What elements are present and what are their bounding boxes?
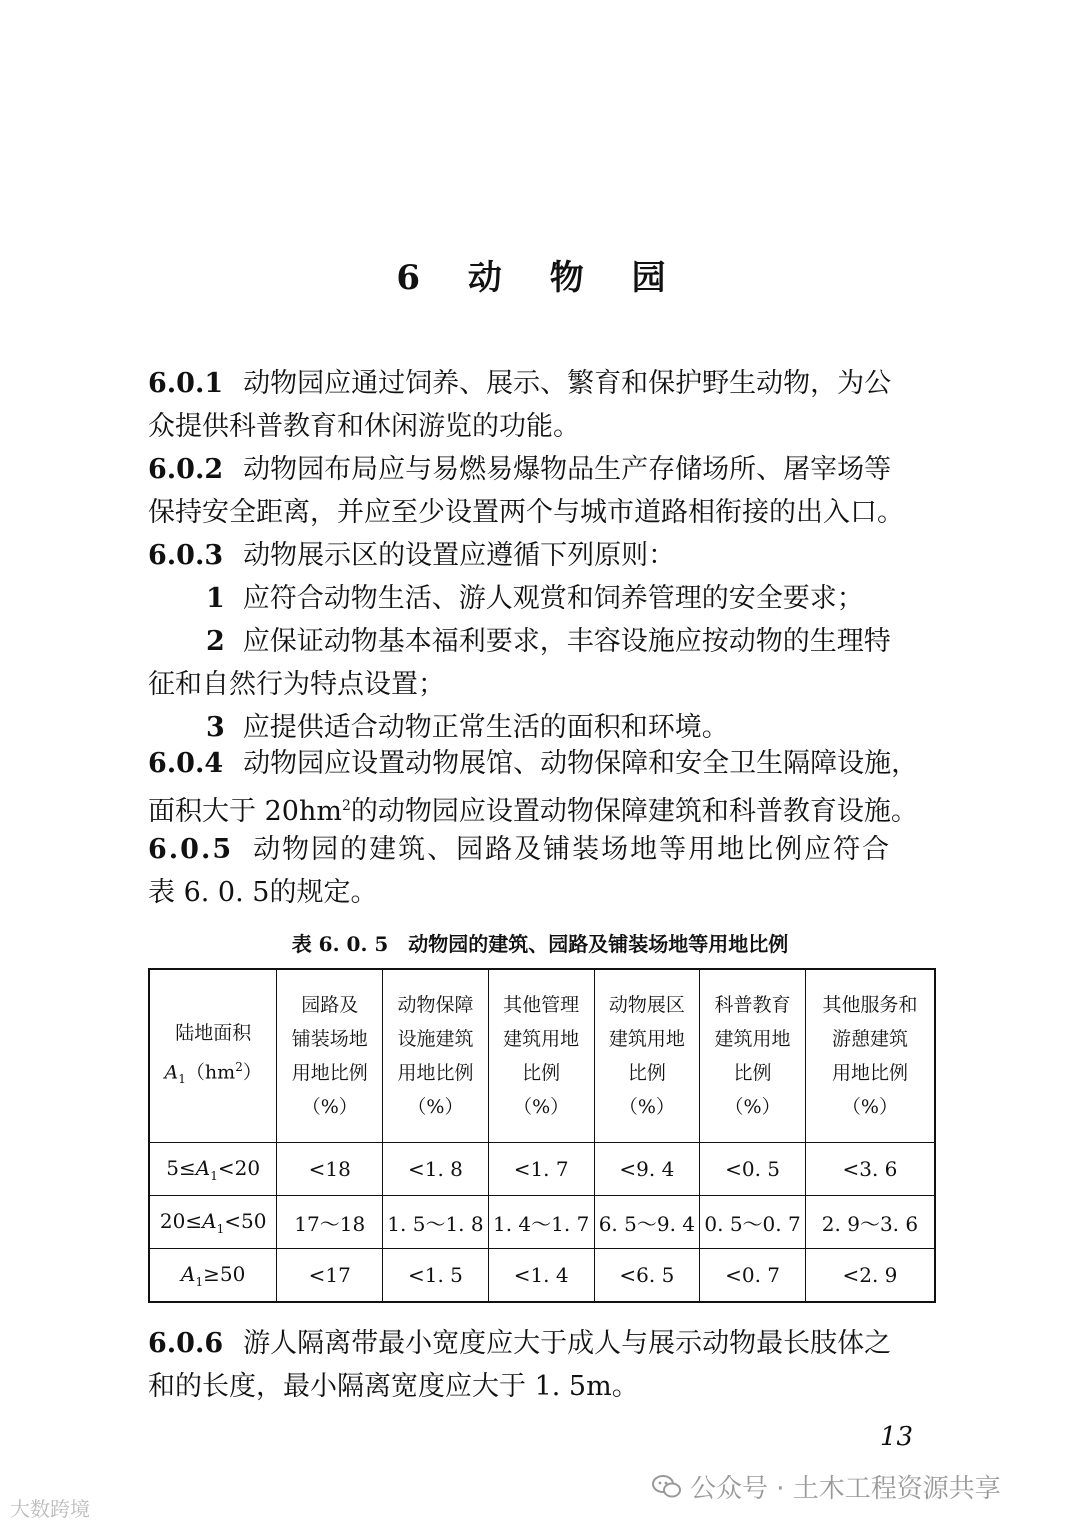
header-line: （hm xyxy=(185,1061,236,1084)
header-line: 科普教育 xyxy=(714,994,791,1016)
header-line: 陆地面积 xyxy=(175,1021,252,1044)
watermark-left: 大数跨境 xyxy=(10,1497,90,1521)
list-item-text: 应保证动物基本福利要求，丰容设施应按动物的生理特 xyxy=(242,626,891,657)
section-text: 动物园的建筑、园路及铺装场地等用地比例应符合 xyxy=(253,834,892,865)
header-var: A xyxy=(164,1061,179,1084)
section-text-cont: 和的长度，最小隔离宽度应大于 1. 5m。 xyxy=(148,1371,639,1402)
header-line: （%） xyxy=(841,1096,898,1118)
header-line: （%） xyxy=(407,1096,464,1118)
table-cell: <1. 5 xyxy=(383,1249,489,1303)
list-item xyxy=(148,620,938,663)
table-cell: <9. 4 xyxy=(594,1143,700,1196)
superscript: 2 xyxy=(341,798,351,814)
table-row xyxy=(149,1196,935,1249)
section-text: 动物园应设置动物展馆、动物保障和安全卫生隔障设施， xyxy=(243,748,919,779)
header-road-ratio xyxy=(277,969,383,1143)
table-cell: <17 xyxy=(277,1249,383,1303)
area-part: 5≤ xyxy=(166,1155,196,1180)
header-line: （%） xyxy=(513,1096,570,1118)
table-cell: <2. 9 xyxy=(805,1249,935,1303)
area-part: <20 xyxy=(217,1155,261,1180)
header-service-ratio xyxy=(805,969,935,1143)
header-line: 其他服务和 xyxy=(822,994,918,1016)
header-line: （%） xyxy=(724,1096,781,1118)
section-text: 动物展示区的设置应遵循下列原则： xyxy=(243,540,676,571)
header-line: （%） xyxy=(301,1096,358,1118)
section-number: 6.0.6 xyxy=(148,1328,224,1359)
table-cell: 6. 5～9. 4 xyxy=(594,1196,700,1249)
header-line: 游憩建筑 xyxy=(831,1028,908,1050)
table-cell: 1. 4～1. 7 xyxy=(488,1196,594,1249)
header-line: 用地比例 xyxy=(831,1062,908,1084)
header-support-ratio xyxy=(383,969,489,1143)
header-education-ratio xyxy=(700,969,806,1143)
wechat-icon xyxy=(652,1474,682,1500)
section-6-0-4 xyxy=(148,742,938,833)
list-item-text-cont: 征和自然行为特点设置； xyxy=(148,669,445,700)
land-ratio-table xyxy=(148,968,936,1303)
header-line: 动物保障 xyxy=(397,994,474,1016)
header-line: （%） xyxy=(618,1096,675,1118)
header-line: 比例 xyxy=(522,1062,561,1084)
watermark-text: 公众号 · 土木工程资源共享 xyxy=(690,1474,1001,1504)
section-6-0-3 xyxy=(148,534,938,749)
section-number: 6.0.4 xyxy=(148,748,224,779)
header-management-ratio xyxy=(488,969,594,1143)
table-row xyxy=(149,1249,935,1303)
section-6-0-2 xyxy=(148,448,938,534)
section-text-cont: 表 6. 0. 5的规定。 xyxy=(148,877,378,908)
table-cell: 0. 5～0. 7 xyxy=(700,1196,806,1249)
chapter-title: 6 动 物 园 xyxy=(396,258,684,298)
table-cell: <18 xyxy=(277,1143,383,1196)
section-6-0-6 xyxy=(148,1322,938,1408)
table-cell: <0. 7 xyxy=(700,1249,806,1303)
header-line: 建筑用地 xyxy=(503,1028,580,1050)
section-number: 6.0.5 xyxy=(148,834,234,865)
table-cell: <3. 6 xyxy=(805,1143,935,1196)
section-text-cont: 众提供科普教育和休闲游览的功能。 xyxy=(148,411,580,442)
header-area xyxy=(149,969,277,1143)
section-6-0-5 xyxy=(148,828,938,914)
text-part: 面积大于 20hm xyxy=(148,796,342,827)
header-line: 建筑用地 xyxy=(714,1028,791,1050)
area-var: A xyxy=(195,1155,211,1180)
table-caption: 表 6. 0. 5 动物园的建筑、园路及铺装场地等用地比例 xyxy=(291,932,789,956)
section-number: 6.0.2 xyxy=(148,454,224,485)
table-cell: 1. 5～1. 8 xyxy=(383,1196,489,1249)
header-line: 比例 xyxy=(733,1062,772,1084)
area-part: 20≤ xyxy=(159,1208,203,1233)
header-line: 其他管理 xyxy=(503,994,580,1016)
table-row xyxy=(149,1143,935,1196)
list-item xyxy=(148,577,938,620)
header-sup: 2 xyxy=(235,1059,243,1074)
section-text-cont xyxy=(148,785,938,833)
text-part: 的动物园应设置动物保障建筑和科普教育设施。 xyxy=(350,796,918,827)
list-item-number: 2 xyxy=(206,626,225,657)
section-text-cont: 保持安全距离，并应至少设置两个与城市道路相衔接的出入口。 xyxy=(148,497,904,528)
area-sub: 1 xyxy=(195,1274,204,1289)
header-line: 铺装场地 xyxy=(291,1028,368,1050)
header-line: ） xyxy=(242,1061,262,1084)
table-cell: <1. 4 xyxy=(488,1249,594,1303)
header-line: 园路及 xyxy=(301,994,359,1016)
area-var: A xyxy=(181,1261,196,1286)
area-part: <50 xyxy=(224,1208,267,1233)
area-cell xyxy=(149,1143,277,1196)
area-cell xyxy=(149,1249,277,1303)
list-item-number: 1 xyxy=(206,583,225,614)
header-line: 设施建筑 xyxy=(397,1028,474,1050)
section-6-0-1 xyxy=(148,362,938,448)
table-cell: <6. 5 xyxy=(594,1249,700,1303)
header-line: 比例 xyxy=(627,1062,666,1084)
table-cell: <1. 7 xyxy=(488,1143,594,1196)
table-header-row xyxy=(149,969,935,1143)
area-part: ≥50 xyxy=(203,1261,246,1286)
section-number: 6.0.3 xyxy=(148,540,224,571)
section-text: 动物园布局应与易燃易爆物品生产存储场所、屠宰场等 xyxy=(243,454,892,485)
list-item-text: 应提供适合动物正常生活的面积和环境。 xyxy=(242,712,729,743)
table-cell: <0. 5 xyxy=(700,1143,806,1196)
area-cell xyxy=(149,1196,277,1249)
header-line: 动物展区 xyxy=(608,994,685,1016)
table-cell: <1. 8 xyxy=(383,1143,489,1196)
header-exhibit-ratio xyxy=(594,969,700,1143)
table-cell: 17～18 xyxy=(277,1196,383,1249)
header-line: 建筑用地 xyxy=(608,1028,685,1050)
section-text: 游人隔离带最小宽度应大于成人与展示动物最长肢体之 xyxy=(243,1328,892,1359)
watermark-right xyxy=(652,1468,1001,1505)
area-sub: 1 xyxy=(210,1168,218,1183)
area-sub: 1 xyxy=(216,1221,225,1236)
header-line: 用地比例 xyxy=(291,1062,368,1084)
table-cell: 2. 9～3. 6 xyxy=(805,1196,935,1249)
page-number: 13 xyxy=(880,1422,914,1452)
list-item-number: 3 xyxy=(206,712,225,743)
area-var: A xyxy=(202,1208,217,1233)
section-text: 动物园应通过饲养、展示、繁育和保护野生动物，为公 xyxy=(243,368,892,399)
header-line: 用地比例 xyxy=(397,1062,474,1084)
header-sub: 1 xyxy=(178,1072,186,1087)
list-item-text: 应符合动物生活、游人观赏和饲养管理的安全要求； xyxy=(242,583,864,614)
section-number: 6.0.1 xyxy=(148,368,224,399)
